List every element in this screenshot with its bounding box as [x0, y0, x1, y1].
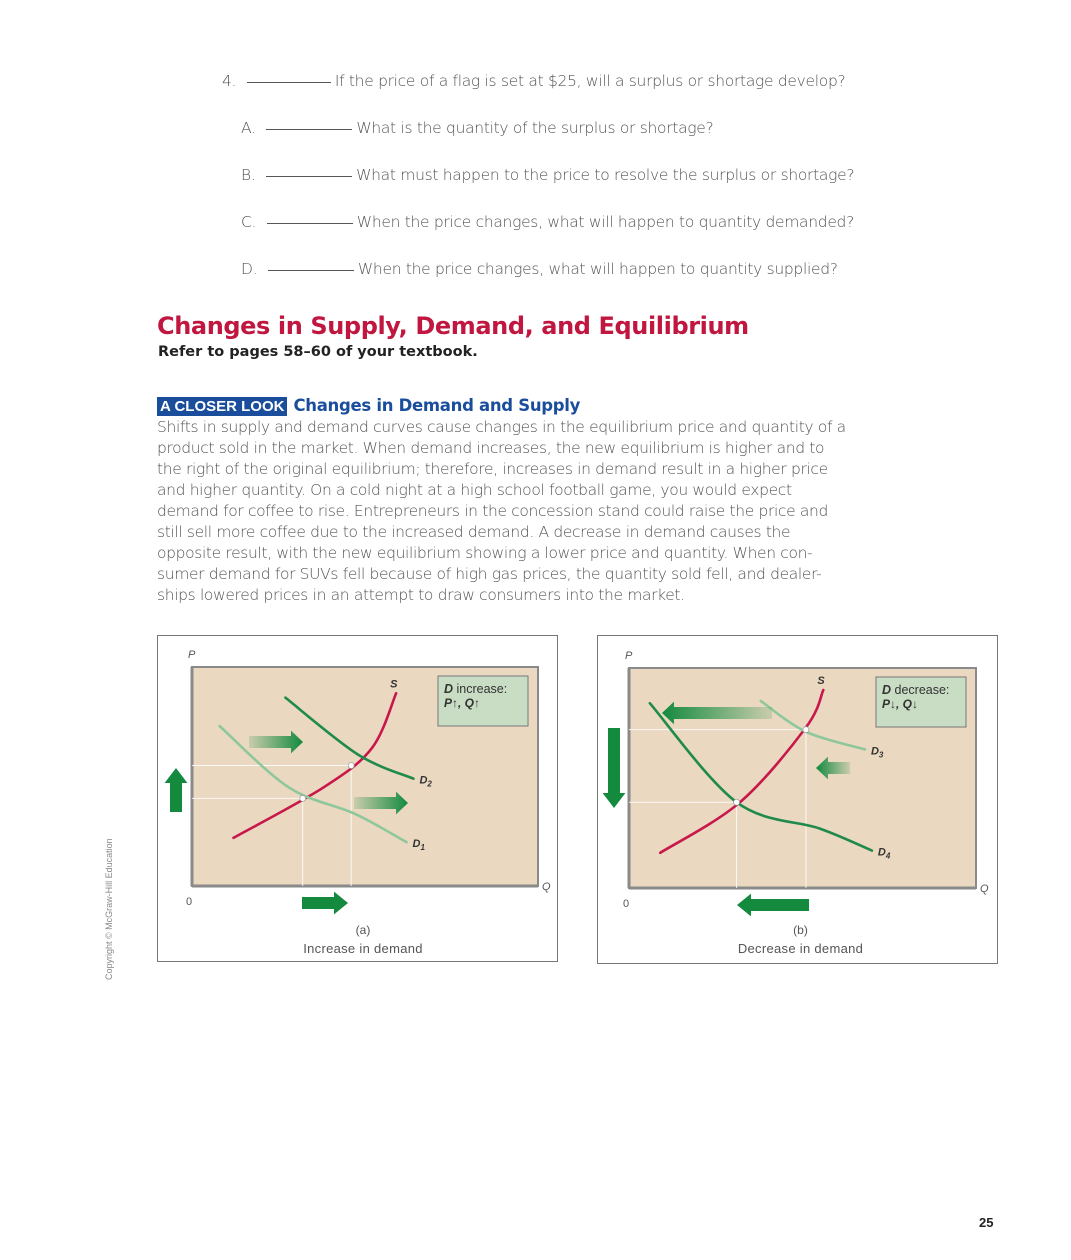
figure-increase-in-demand: [157, 635, 558, 962]
y-axis-label: P: [625, 650, 633, 662]
closer-look-title: Changes in Demand and Supply: [293, 396, 581, 415]
curve-label-letter: D: [412, 838, 421, 851]
figure-decrease-in-demand: [597, 635, 998, 964]
question-number: 4.: [222, 72, 237, 90]
figure-caption: Decrease in demand: [737, 941, 864, 956]
legend-line-2: P↓, Q↓: [882, 697, 919, 711]
legend-bold: D: [882, 683, 892, 697]
body-line: Shifts in supply and demand curves cause changes in the equilibrium price and quantity of a: [157, 418, 846, 436]
legend-line-1: [444, 682, 507, 696]
curve-label-s: [817, 675, 825, 687]
closer-look-badge: A CLOSER LOOK: [157, 397, 287, 416]
price-down-arrow: [603, 728, 626, 808]
equilibrium-point: [803, 727, 809, 733]
question-label: B.: [241, 166, 256, 184]
curve-label-subscript: 4: [885, 851, 891, 861]
legend-line-1: [882, 683, 949, 697]
section-title: Changes in Supply, Demand, and Equilibrium: [157, 312, 749, 340]
question-text: If the price of a flag is set at $25, will a surplus or shortage develop?: [334, 72, 846, 90]
curve-label-letter: D: [419, 774, 428, 787]
curve-label-subscript: 3: [878, 750, 884, 760]
question-label: A.: [241, 119, 256, 137]
question-text: When the price changes, what will happen to quantity demanded?: [356, 213, 855, 231]
legend-rest: increase:: [453, 682, 508, 696]
origin-label: 0: [186, 896, 193, 908]
panel-label: (b): [793, 923, 808, 937]
legend-line-2: P↑, Q↑: [444, 696, 481, 710]
equilibrium-point: [734, 799, 740, 805]
page-number: 25: [979, 1215, 994, 1230]
question-4: [222, 72, 845, 90]
answer-blank[interactable]: [268, 269, 354, 271]
question-label: C.: [241, 213, 257, 231]
question-text: What must happen to the price to resolve the surplus or shortage?: [356, 166, 855, 184]
question-label: D.: [241, 260, 258, 278]
x-axis-label: Q: [542, 881, 551, 893]
question-4a: [241, 119, 713, 137]
question-4c: [241, 213, 854, 231]
equilibrium-point: [348, 763, 354, 769]
quantity-right-arrow: [302, 892, 348, 915]
x-axis-label: Q: [980, 883, 989, 895]
body-line: opposite result, with the new equilibrium showing a lower price and quantity. When con-: [157, 544, 813, 562]
legend-rest: decrease:: [891, 683, 950, 697]
curve-label-s: [390, 678, 398, 690]
price-up-arrow: [165, 768, 188, 812]
curve-label-subscript: 2: [427, 779, 432, 789]
legend-bold: D: [444, 682, 454, 696]
body-line: and higher quantity. On a cold night at a high school football game, you would expect: [157, 481, 792, 499]
body-line: product sold in the market. When demand increases, the new equilibrium is higher and to: [157, 439, 825, 457]
curve-label-subscript: 1: [420, 843, 425, 853]
curve-label-letter: S: [817, 675, 825, 687]
chart-increase-in-demand: [158, 636, 557, 961]
y-axis-label: P: [188, 649, 196, 661]
equilibrium-point: [300, 795, 306, 801]
panel-label: (a): [355, 923, 371, 937]
answer-blank[interactable]: [267, 222, 353, 224]
origin-label: 0: [623, 898, 630, 910]
chart-decrease-in-demand: [598, 636, 997, 963]
answer-blank[interactable]: [247, 81, 331, 83]
body-line: demand for coffee to rise. Entrepreneurs in the concession stand could raise the price and: [157, 502, 828, 520]
closer-look-header: [157, 396, 580, 416]
body-line: ships lowered prices in an attempt to draw consumers into the market.: [157, 586, 685, 604]
question-4b: [241, 166, 854, 184]
curve-label-letter: D: [870, 745, 879, 758]
body-line: still sell more coffee due to the increased demand. A decrease in demand causes the: [157, 523, 791, 541]
figure-caption: Increase in demand: [303, 941, 423, 956]
question-text: What is the quantity of the surplus or shortage?: [356, 119, 714, 137]
curve-label-letter: S: [390, 678, 398, 691]
answer-blank[interactable]: [266, 128, 352, 130]
closer-look-body: [157, 417, 846, 606]
quantity-left-arrow: [737, 894, 809, 917]
answer-blank[interactable]: [266, 175, 352, 177]
curve-label-letter: D: [877, 846, 886, 859]
section-subtitle: Refer to pages 58–60 of your textbook.: [158, 344, 478, 360]
question-4d: [241, 260, 838, 278]
body-line: sumer demand for SUVs fell because of high gas prices, the quantity sold fell, and dealer-: [157, 565, 822, 583]
body-line: the right of the original equilibrium; therefore, increases in demand result in a higher price: [157, 460, 828, 478]
question-text: When the price changes, what will happen to quantity supplied?: [357, 260, 838, 278]
copyright-notice: Copyright © McGraw-Hill Education: [104, 838, 114, 980]
